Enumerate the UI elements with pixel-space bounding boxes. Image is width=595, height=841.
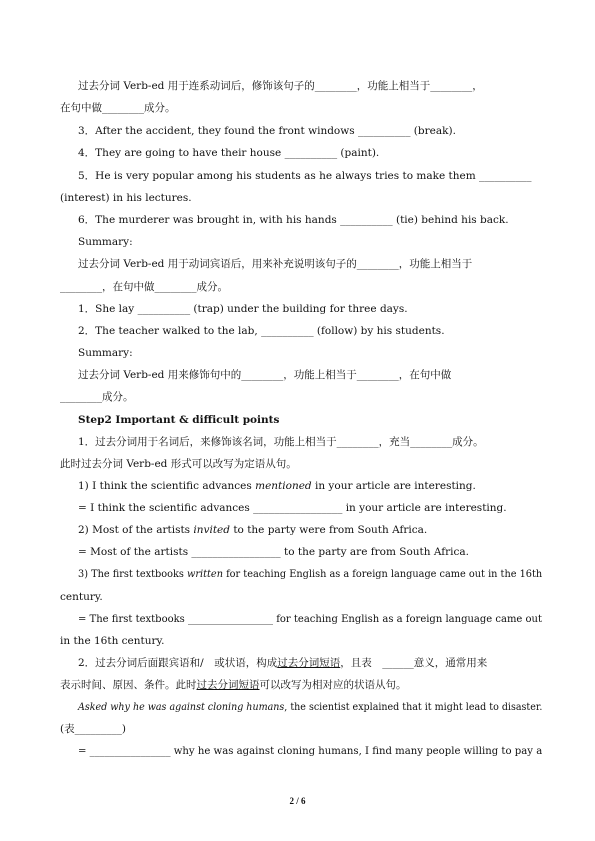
text-line: 6．The murderer was brought in, with his hands __________ (tie) behind his back. bbox=[78, 214, 509, 226]
text-line: 此时过去分词 Verb-ed 形式可以改写为定语从句。 bbox=[60, 458, 297, 470]
text-line: 2．过去分词后面跟宾语和/ 或状语，构成过去分词短语，且表 ______意义，通常用来 bbox=[78, 657, 488, 669]
rewrite-sentence: = Most of the artists _________________ to the party are from South Africa. bbox=[78, 546, 470, 558]
text-line: 2．The teacher walked to the lab, __________ (follow) by his students. bbox=[78, 325, 445, 337]
text-line: 表示时间、原因、条件。此时过去分词短语可以改写为相对应的状语从句。 bbox=[60, 679, 407, 691]
text-line: 1．过去分词用于名词后，来修饰该名词，功能上相当于________，充当________成分。 bbox=[78, 436, 484, 448]
text-line: 过去分词 Verb-ed 用来修饰句中的________，功能上相当于________，在句中做 bbox=[78, 369, 452, 381]
text-line: century. bbox=[60, 591, 103, 603]
text-line: 4．They are going to have their house __________ (paint). bbox=[78, 147, 380, 159]
summary-label: Summary: bbox=[78, 236, 133, 248]
example-sentence: 2) Most of the artists invited to the party were from South Africa. bbox=[78, 524, 428, 536]
text-line: 3．After the accident, they found the front windows __________ (break). bbox=[78, 125, 456, 137]
example-sentence: 1) I think the scientific advances mentioned in your article are interesting. bbox=[78, 480, 476, 492]
text-line: 在句中做________成分。 bbox=[60, 102, 176, 114]
text-line: (interest) in his lectures. bbox=[60, 192, 192, 204]
section-heading: Step2 Important & difficult points bbox=[78, 414, 280, 426]
text-line: ________成分。 bbox=[60, 391, 134, 403]
text-line: in the 16th century. bbox=[60, 635, 165, 647]
rewrite-sentence: = The first textbooks _________________ for teaching English as a foreign language came out bbox=[78, 613, 543, 625]
example-sentence: Asked why he was against cloning humans, the scientist explained that it might lead to disaster. bbox=[78, 701, 543, 713]
page-number: 2 / 6 bbox=[289, 796, 306, 806]
example-sentence: 3) The first textbooks written for teaching English as a foreign language came out in the 16th bbox=[78, 568, 543, 580]
rewrite-sentence: = I think the scientific advances _________________ in your article are interesting. bbox=[78, 502, 507, 514]
text-line: ________，在句中做________成分。 bbox=[60, 281, 228, 293]
text-line: 5．He is very popular among his students as he always tries to make them __________ bbox=[78, 170, 532, 182]
text-line: (表_________) bbox=[60, 723, 126, 735]
text-line: 过去分词 Verb-ed 用于动词宾语后，用来补充说明该句子的________，功能上相当于 bbox=[78, 258, 473, 270]
text-line: 1．She lay __________ (trap) under the building for three days. bbox=[78, 303, 408, 315]
rewrite-sentence: = ________________ why he was against cloning humans, I find many people willing to pay a bbox=[78, 745, 543, 757]
text-line: 过去分词 Verb-ed 用于连系动词后，修饰该句子的________，功能上相当于________， bbox=[78, 80, 483, 92]
summary-label: Summary: bbox=[78, 347, 133, 359]
